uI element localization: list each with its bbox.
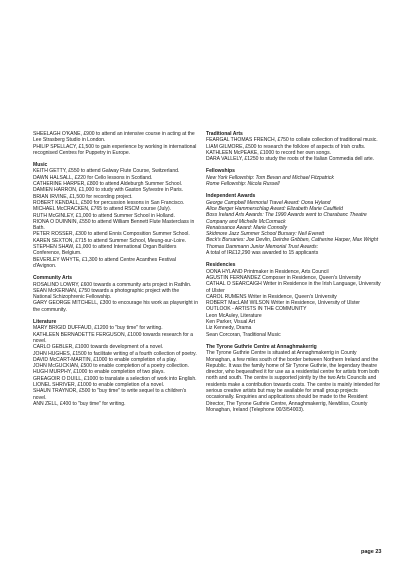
award-entry: George Campbell Memorial Travel Award: Oona Hyland xyxy=(206,199,331,206)
award-entry: Rome Fellowship: Nicola Russell xyxy=(206,181,280,188)
entry-text: Leon McAuley, Literature xyxy=(206,312,262,319)
entry-text: CATHERINE HARPER, £800 to attend Aldeburgh Summer School. xyxy=(33,181,183,188)
entry-text: CAROL RUMENS Writer in Residence, Queen's University xyxy=(206,293,337,300)
entry-text: OUTLOOK - ARTISTS IN THE COMMUNITY xyxy=(206,306,307,313)
entry-text: HUGH MURPHY, £1000 to enable completion of two plays. xyxy=(33,369,165,376)
section-heading: Traditional Arts xyxy=(206,131,243,137)
entry-text: DAMIEN HARRON, £1,000 to study with Gaston Sylvestre in Paris. xyxy=(33,187,184,194)
entry-text: ROSALIND LOWRY, £600 towards a community arts project in Rathlin. xyxy=(33,281,192,288)
section-heading: The Tyrone Guthrie Centre at Annaghmakerrig xyxy=(206,343,317,350)
entry-text: KAREN SEXTON, £715 to attend Summer School, Meung-sur-Loire. xyxy=(33,237,187,244)
entry-text: ANN ZELL, £400 to "buy time" for writing. xyxy=(33,400,126,407)
entry-text: GREAGOIR O DUILL, £1000 to translate a selection of work into English. xyxy=(33,375,197,382)
entry-text: Ken Parker, Visual Art xyxy=(206,319,255,326)
entry-text: KEITH GETTY, £550 to attend Galway Flute Course, Switzerland. xyxy=(33,168,180,175)
entry-text: BRIAN IRVINE, £1,500 for recording project. xyxy=(33,193,133,200)
section-heading: Community Arts xyxy=(33,275,73,282)
entry-text: MICHAEL McCRACKEN, £765 to attend RSCM course (July). xyxy=(33,206,172,213)
right-column xyxy=(206,131,381,413)
entry-text: JOHN McGUCKIAN, £500 to enable completion of a poetry collection. xyxy=(33,363,189,370)
entry-text: KATHLEEN McPEAKE, £1000 to record her own songs. xyxy=(206,149,332,156)
award-entry: Alice Berger Hammerschlag Award: Elizabeth Marie Caulfield xyxy=(206,205,343,212)
entry-text: SEAN McKERNAN, £750 towards a photographic project with the National Schizophrenic Fellowship. xyxy=(33,287,180,301)
entry-text: RIONA O DUINNIN, £550 to attend William Bennett Flute Masterclass in Bath. xyxy=(33,218,195,232)
entry-text: KATHLEEN BERNADETTE FERGUSON, £1000 towards research for a novel. xyxy=(33,331,194,344)
section-heading: Independent Awards xyxy=(206,193,256,200)
entry-text: OONA HYLAND Printmaker in Residence, Arts Council xyxy=(206,268,329,275)
award-entry: Renaissance Award: Marie Connolly xyxy=(206,224,288,231)
entry-text: GARY GEORGE MITCHELL, £300 to encourage his work as playwright in the community. xyxy=(33,300,199,313)
entry-text: LIAM GILMORE, £500 to research the folklore of aspects of Irish crafts. xyxy=(206,143,366,150)
entry-text: ROBERT KENDALL, £500 for percussion lessons in San Francisco. xyxy=(33,199,185,206)
entry-text: Sean Corcoran, Traditional Music xyxy=(206,331,281,338)
entry-text: A total of IR£12,290 was awarded to 15 applicants xyxy=(206,250,319,257)
entry-text: BEVERLEY WHYTE, £1,300 to attend Centre Acanthes Festival d'Avignon. xyxy=(33,256,176,269)
entry-text: DAWN HALSALL, £220 for Cello lessons in Scotland. xyxy=(33,174,153,181)
entry-text: CARLO GEBLER, £1000 towards development of a novel. xyxy=(33,344,164,351)
entry-text: AGUSTIN FERNANDEZ Composer in Residence, Queen's University xyxy=(206,274,361,281)
award-entry: Beck's Bursaries: Joe Devlin, Deirdre Gribben, Catherine Harper, Max Wright xyxy=(206,237,379,244)
entry-text: CATHAL O SEARCAIGH Writer in Residence in the Irish Language, University of Ulster xyxy=(206,281,381,294)
entry-text: PHILIP SPELLACY, £1,500 to gain experience by working in international recognised Centres for Puppetry in Europe. xyxy=(33,143,197,156)
entry-text: LIONEL SHRIVER, £1000 to enable completion of a novel. xyxy=(33,381,165,388)
entry-text: ROBERT MacLAM WILSON Writer in Residence, University of Ulster xyxy=(206,300,360,307)
section-heading: Literature xyxy=(33,319,57,326)
entry-text: FEARGAL THOMAS FRENCH, £750 to collate collection of traditional music. xyxy=(206,137,378,144)
entry-text: PETER ROSSER, £300 to attend Ennis Composition Summer School. xyxy=(33,231,190,238)
page-number: page 23 xyxy=(361,549,382,555)
award-entry: Boss Ireland Arts Awards: The 1990 Awards went to Charabanc Theatre Company and Michelle McCormack xyxy=(206,212,367,225)
entry-text: Liz Kennedy, Drama xyxy=(206,325,252,332)
entry-text: STEPHEN SHAW, £1,000 to attend International Organ Builders Conference, Belgium. xyxy=(33,244,177,257)
section-heading: Residencies xyxy=(206,262,236,269)
entry-text: The Tyrone Guthrie Centre is situated at Annaghmakerrig in County Monaghan, a few miles south of the border between Northern Ireland and the Republic. It was the family home of Sir Tyrone Guthrie, the legendary theatre director, who bequeathed it for use as a residential centre for artists from both north and south. The centre is supported jointly by the two Arts Councils and residents make a contribution towards costs. The centre is mainly intended for serious creative artists but may be available for small group projects occasionally. Enquiries and applications should be made to the Resident Director, The Tyrone Guthrie Centre, Annaghmakerrig, Newbliss, County Monaghan, Ireland (Telephone 00/3/54003). xyxy=(206,350,381,413)
entry-text: MARY BRIGID DUFFAUD, £1200 to "buy time" for writing. xyxy=(33,325,163,332)
entry-text: DARA VALLELY, £1250 to study the roots of the Italian Commedia dell arte. xyxy=(206,156,375,163)
section-heading: Fellowships xyxy=(206,168,235,175)
award-entry: Skidmore Jazz Summer School Bursary: Neil Everett xyxy=(206,231,325,238)
left-column xyxy=(33,131,199,407)
section-heading: Music xyxy=(33,162,48,169)
entry-text: RUTH McGINLEY, £1,000 to attend Summer School in Holland. xyxy=(33,212,175,219)
entry-text: JOHN HUGHES, £1500 to facilitate writing of a fourth collection of poetry. xyxy=(33,350,197,357)
entry-text: SHEELAGH O'KANE, £900 to attend an intensive course in acting at the Lee Strasberg Studio in London. xyxy=(33,131,195,144)
award-entry: Thomas Dammann Junior Memorial Trust Awards: xyxy=(206,243,319,250)
entry-text: SHAUN TRAYNOR, £500 to "buy time" to write sequel to a children's novel. xyxy=(33,388,187,401)
award-entry: New York Fellowship: Tom Bevan and Michael Fitzpatrick xyxy=(206,174,334,181)
entry-text: DAVID McCART-MARTIN, £1000 to enable completion of a play. xyxy=(33,356,177,363)
